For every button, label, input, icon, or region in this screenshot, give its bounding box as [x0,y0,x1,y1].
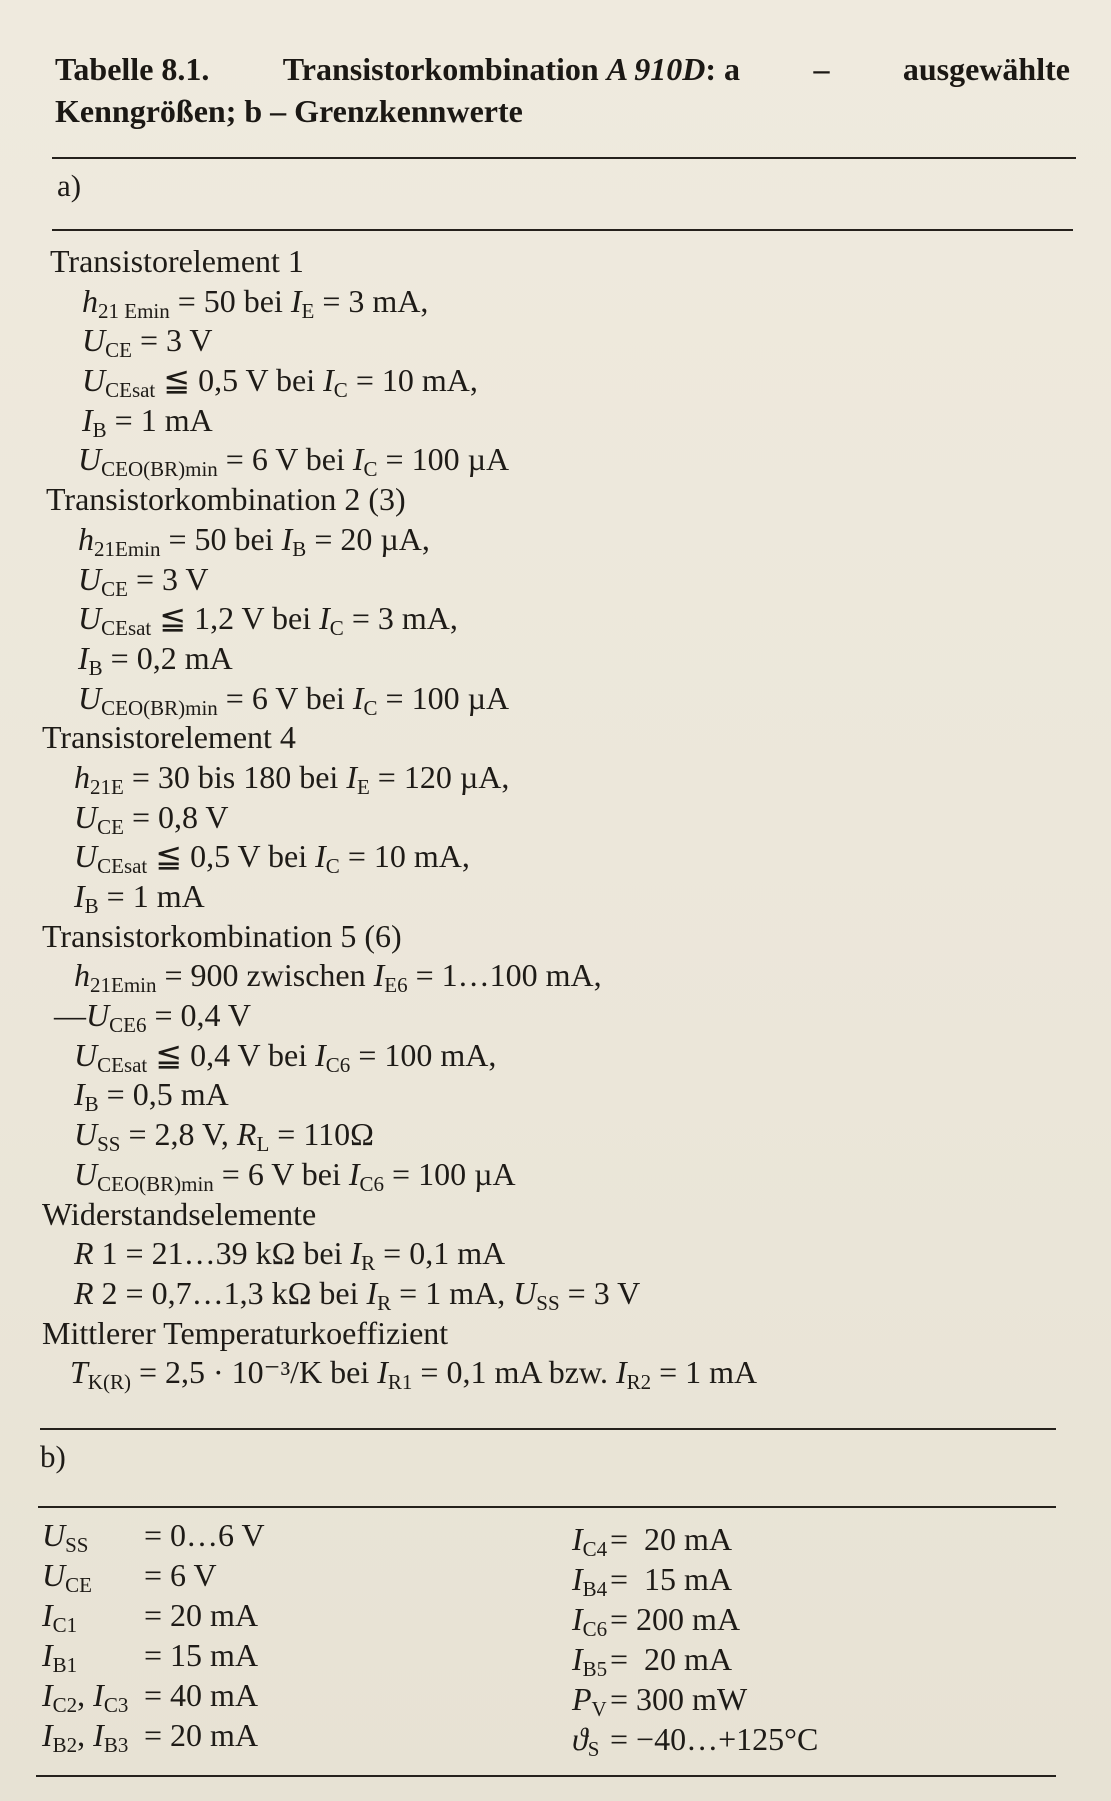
parameter-line [50,1115,757,1155]
symbol: U [78,679,102,716]
limit-value: = 15 mA [610,1561,733,1597]
parameter-line [50,956,757,996]
symbol: h [74,957,90,994]
symbol-subscript: CE [97,814,124,839]
limit-row [572,1559,818,1599]
limits-left-column [42,1515,265,1755]
symbol-subscript: C [363,695,378,720]
value-text: = 6 V bei [217,679,353,716]
value-text: = 100 mA, [350,1036,497,1073]
symbol: U [86,997,110,1034]
value-text: = 1 mA, [391,1274,514,1311]
parameter-line [50,599,757,639]
limit-row [572,1679,818,1719]
symbol-subscript: CEsat [97,1052,148,1077]
symbol-subscript: SS [536,1290,560,1315]
symbol-subscript: CEsat [105,378,156,403]
limit-row [572,1519,818,1559]
value-text: ≦ 0,5 V bei [155,362,324,399]
value-text: = 2,8 V, [120,1116,237,1153]
symbol: I [615,1354,627,1391]
limit-value: = −40…+125°C [610,1721,819,1757]
symbol-subscript: E6 [384,973,408,998]
symbol: I [348,1155,360,1192]
symbol-subscript: R [377,1290,392,1315]
limit-symbol [42,1555,144,1595]
symbol-subscript: 21Emin [90,973,157,998]
symbol-subscript: C3 [103,1693,129,1717]
symbol-subscript: C6 [359,1171,385,1196]
symbol-subscript: C2 [52,1693,78,1717]
section-heading [42,1195,757,1235]
symbol-subscript: B4 [582,1577,608,1601]
symbol-subscript: R [361,1251,376,1276]
symbol: I [352,441,364,478]
symbol-subscript: C4 [582,1537,608,1561]
value-text: = 1 mA [651,1354,758,1391]
symbol: I [377,1354,388,1391]
section-a-parameters [42,242,758,1395]
section-a-label: a) [57,168,82,203]
symbol-subscript: B [84,1092,99,1117]
symbol: U [74,1036,98,1073]
symbol: I [78,639,89,676]
value-text: = 120 µA, [369,758,510,795]
value-text: = 50 bei [169,282,291,319]
symbol-subscript: 21 Emin [98,298,170,323]
symbol: I [82,401,93,438]
symbol: h [82,282,98,319]
value-text: = 1 mA [98,878,205,914]
section-heading [42,1314,757,1354]
value-text: = 0,1 mA [375,1235,506,1272]
symbol: I [315,838,326,875]
heading-text: Widerstandselemente [42,1195,317,1232]
symbol-subscript: C6 [582,1617,608,1641]
symbol: U [78,600,102,637]
parameter-line [50,401,757,441]
rule-a-end [40,1428,1056,1430]
limit-symbol [572,1639,610,1679]
symbol: U [82,322,106,359]
limit-row [42,1635,265,1675]
rule-a [52,229,1073,231]
value-text: = 0,4 V [146,997,252,1034]
symbol: I [93,1717,104,1753]
parameter-line [50,361,757,401]
heading-text: Transistorkombination 2 (3) [46,481,406,518]
symbol: U [42,1517,66,1553]
parameter-line [50,1274,757,1314]
symbol: I [42,1677,53,1713]
limit-symbol [572,1599,610,1639]
value-text: = 900 zwischen [156,957,374,994]
symbol-subscript: CEO(BR)min [101,695,218,720]
symbol: I [352,679,364,716]
parameter-line [50,679,757,719]
symbol-subscript: B [92,417,107,442]
symbol: I [572,1561,583,1597]
value-text: ≦ 0,4 V bei [147,1036,316,1073]
parameter-line [50,798,757,838]
table-caption [55,48,1070,132]
caption-number: Tabelle 8.1. [55,51,210,87]
parameter-line [50,1353,757,1393]
caption-device: A 910D [606,51,706,87]
symbol-subscript: B3 [103,1733,129,1757]
symbol-subscript: C [333,378,348,403]
value-text: = 110Ω [269,1116,374,1153]
value-text: = 6 V bei [217,441,353,478]
heading-text: Transistorelement 1 [50,243,304,279]
limit-symbol [42,1715,144,1755]
symbol: U [74,838,98,875]
limit-symbol [572,1559,610,1599]
value-text: ≦ 0,5 V bei [147,838,316,875]
symbol-subscript: B2 [52,1733,78,1757]
parameter-line [50,440,757,480]
value-text: = 50 bei [160,520,282,557]
limit-value: = 6 V [144,1557,217,1593]
symbol-subscript: C [363,457,378,482]
value-text: = 0,2 mA [102,639,233,676]
value-text: = 1…100 mA, [407,957,602,994]
value-text: = 3 mA, [314,282,429,319]
parameter-line [50,639,757,679]
limit-row [42,1675,265,1715]
parameter-line [50,321,757,361]
limit-row [42,1715,265,1755]
limit-symbol [572,1519,610,1559]
symbol: U [42,1557,66,1593]
symbol: I [42,1597,53,1633]
caption-title-text: Transistorkombination [282,51,599,87]
rule-bottom [36,1775,1056,1777]
section-heading [42,718,757,758]
caption-part-a: : a [705,51,741,87]
limit-row [572,1639,818,1679]
margin-mark: — [54,997,86,1034]
value-text: = 0,8 V [123,798,229,835]
limit-row [42,1595,265,1635]
symbol-subscript: C1 [52,1613,78,1637]
separator: , [77,1677,94,1713]
section-heading [46,480,757,520]
limit-value: = 20 mA [144,1597,259,1633]
value-text: = 2,5 · 10⁻³/K bei [130,1354,378,1391]
limit-row [42,1555,265,1595]
limit-row [572,1719,818,1759]
symbol: I [572,1641,583,1677]
symbol-subscript: S [587,1737,600,1761]
symbol-subscript: B5 [582,1657,608,1681]
symbol: ϑ [572,1721,588,1757]
symbol-subscript: CE [65,1573,92,1597]
limit-value: = 300 mW [610,1681,748,1717]
symbol: I [572,1521,583,1557]
heading-text: Transistorelement 4 [42,719,296,756]
symbol: I [290,282,302,319]
symbol-subscript: K(R) [87,1370,131,1395]
symbol-subscript: C [325,854,340,879]
heading-text: Mittlerer Temperaturkoeffizient [42,1314,449,1351]
limit-value: = 20 mA [610,1641,733,1677]
value-text: = 6 V bei [213,1155,349,1192]
limit-value: = 200 mA [610,1601,741,1637]
symbol: I [373,957,385,994]
parameter-line [50,996,757,1036]
limit-value: = 20 mA [610,1521,733,1557]
symbol: U [74,798,98,835]
symbol-subscript: B [292,536,307,561]
heading-text: Transistorkombination 5 (6) [42,917,402,954]
value-text: 1 = 21…39 kΩ bei [93,1235,351,1272]
symbol: I [572,1601,583,1637]
value-text: = 0,5 mA [98,1076,229,1113]
parameter-line [50,560,757,600]
symbol-subscript: CE6 [109,1013,147,1038]
parameter-line [50,282,757,322]
symbol: T [70,1354,88,1391]
value-text: = 10 mA, [347,362,478,399]
limit-symbol [42,1675,144,1715]
symbol-subscript: E [356,774,370,799]
limit-symbol [42,1635,144,1675]
symbol: h [78,520,94,557]
symbol-subscript: SS [65,1533,89,1557]
limit-symbol [42,1515,144,1555]
parameter-line [50,1155,757,1195]
caption-line-1 [55,48,1070,90]
value-text: = 0,1 mA bzw. [412,1354,616,1391]
value-text: ≦ 1,2 V bei [151,600,320,637]
value-text: = 1 mA [106,401,213,438]
value-text: = 10 mA, [339,838,470,875]
symbol-subscript: B [84,894,99,918]
limit-value: = 20 mA [144,1717,259,1753]
section-heading [50,242,757,282]
parameter-line [50,837,757,877]
symbol: U [82,362,106,399]
limit-row [572,1599,818,1639]
parameter-line [50,1234,757,1274]
symbol-subscript: 21E [90,774,124,799]
symbol-subscript: SS [97,1132,121,1157]
value-text: = 3 V [127,560,209,597]
limit-value: = 0…6 V [144,1517,265,1553]
limit-value: = 15 mA [144,1637,259,1673]
limit-symbol [572,1719,610,1759]
symbol: I [281,520,293,557]
limit-symbol [572,1679,610,1719]
symbol-subscript: CEsat [101,616,152,641]
symbol: I [350,1235,362,1272]
symbol: I [74,878,85,914]
caption-rest: ausgewählte [902,51,1070,87]
symbol: U [74,1155,98,1192]
caption-dash: – [813,51,830,87]
symbol: I [366,1274,378,1311]
value-text: = 3 V [559,1274,641,1311]
symbol-subscript: CEO(BR)min [97,1171,214,1196]
symbol: I [42,1717,53,1753]
caption-line-2: Kenngrößen; b – Grenzkennwerte [55,93,523,129]
symbol-subscript: CE [101,576,128,601]
symbol-subscript: B [88,655,103,680]
symbol-subscript: E [301,298,315,323]
value-text: = 3 mA, [343,600,458,637]
limit-row [42,1515,265,1555]
value-text: = 3 V [131,322,213,359]
caption-title [283,48,740,90]
limits-right-column [572,1519,818,1759]
value-text: = 100 µA [377,679,510,716]
symbol: U [78,560,102,597]
symbol-subscript: CEsat [97,854,148,879]
symbol-subscript: L [256,1132,270,1157]
symbol: I [319,600,330,637]
symbol-subscript: CEO(BR)min [101,457,218,482]
rule-top [52,157,1076,159]
value-text: 2 = 0,7…1,3 kΩ bei [93,1274,367,1311]
symbol-subscript: CE [105,338,132,363]
value-text: = 100 µA [377,441,510,478]
symbol-subscript: 21Emin [94,536,161,561]
symbol-subscript: C6 [325,1052,351,1077]
symbol-subscript: B1 [52,1653,78,1677]
section-b-label: b) [40,1439,66,1474]
symbol: I [323,362,334,399]
symbol-subscript: R1 [387,1370,413,1395]
limit-symbol [42,1595,144,1635]
parameter-line [50,758,757,798]
parameter-line [50,877,757,917]
symbol: P [572,1681,592,1717]
symbol-subscript: V [591,1697,607,1721]
symbol: I [346,758,357,795]
symbol: I [74,1076,85,1113]
rule-b [38,1506,1056,1508]
value-text: = 30 bis 180 bei [123,758,347,795]
symbol-subscript: C [329,616,344,641]
symbol: R [236,1116,257,1153]
value-text: = 100 µA [384,1155,516,1192]
parameter-line [50,1075,757,1115]
limit-value: = 40 mA [144,1677,259,1713]
symbol: I [93,1677,104,1713]
symbol: U [513,1274,537,1311]
parameter-line [50,1036,757,1076]
symbol: h [74,758,90,795]
value-text: = 20 µA, [306,520,430,557]
parameter-line [50,520,757,560]
symbol: I [315,1036,326,1073]
symbol: I [42,1637,53,1673]
symbol-subscript: R2 [626,1370,652,1395]
symbol: R [74,1274,94,1311]
section-heading [42,917,757,957]
symbol: U [74,1116,98,1153]
symbol: R [74,1235,94,1272]
separator: , [77,1717,94,1753]
symbol: U [78,441,102,478]
